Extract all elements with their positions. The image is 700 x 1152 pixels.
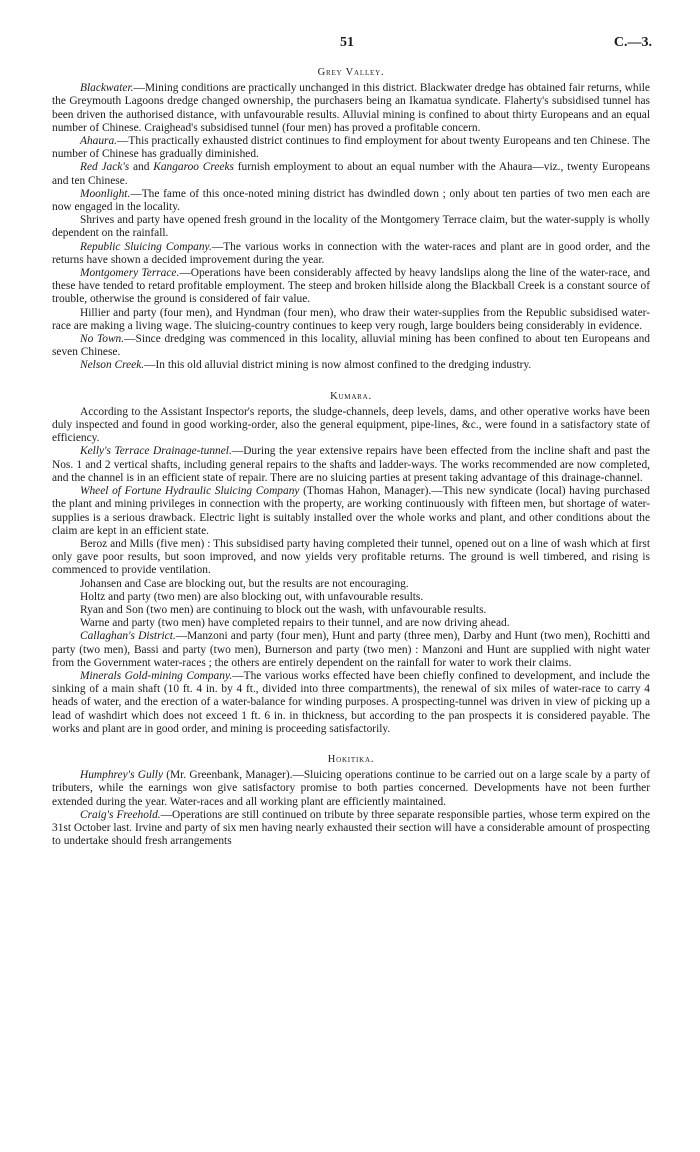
paragraph-text: —In this old alluvial district mining is now almost confined to the dredging industry. bbox=[144, 359, 532, 372]
paragraph bbox=[52, 809, 650, 849]
paragraph-title-second: Kangaroo Creeks bbox=[153, 161, 234, 174]
paragraph-text: —Mining conditions are practically unchanged in this district. Blackwater dredge has obtained fair returns, while the Greymouth Lagoons dredge changed ownership, the purchasers being an Ikamatua syndicate. Flaherty's subsidised tunnel has been driven the authorised distance, with unfavourable results. Alluvial mining is confined to about thirty Europeans and an equal number of Chinese. Craighead's subsidised tunnel (four men) has proved a profitable concern. bbox=[52, 82, 650, 134]
paragraph bbox=[52, 161, 650, 187]
paragraph-title: Humphrey's Gully bbox=[80, 769, 164, 782]
document-code: C.—3. bbox=[613, 35, 652, 50]
paragraph-title: Kelly's Terrace Drainage-tunnel. bbox=[80, 445, 232, 458]
paragraph-title: Blackwater. bbox=[80, 82, 134, 95]
paragraph-text: furnish employment to about an equal number with the Ahaura—viz., twenty Europeans and ten Chinese. bbox=[52, 161, 650, 187]
paragraph-text: Hillier and party (four men), and Hyndman (four men), who draw their water-supplies from the Republic subsidised water-race are making a living wage. The sluicing-country continues to keep very rough, large boulders being considerably in evidence. bbox=[52, 306, 650, 332]
paragraph-text: Beroz and Mills (five men) : This subsidised party having completed their tunnel, opened out on a line of wash which at first only gave poor results, but soon improved, and now yields very profitable returns. The ground is well timbered, and rising is commenced to provide ventilation. bbox=[52, 537, 650, 577]
paragraph bbox=[52, 333, 650, 359]
paragraph bbox=[52, 670, 650, 736]
paragraph-text: —Manzoni and party (four men), Hunt and party (three men), Darby and Hunt (two men), Rochitti and party (two men), Bassi and party (two men), Burnerson and party (two men) : Manzoni and Hunt are supplied with night water from the Government water-races ; the others are entirely dependent on the rainfall for water to work their claims. bbox=[52, 630, 650, 669]
page-number: 51 bbox=[340, 35, 354, 50]
paragraph-title: Montgomery Terrace. bbox=[80, 267, 180, 280]
paragraph-title: Ahaura. bbox=[80, 135, 118, 148]
paragraph bbox=[52, 445, 650, 485]
paragraph-title: Craig's Freehold. bbox=[80, 808, 161, 821]
page-header bbox=[0, 36, 700, 52]
paragraph-title: Nelson Creek. bbox=[80, 359, 145, 372]
paragraph-text: —This practically exhausted district continues to find employment for about twenty Europeans and ten Chinese. The number of Chinese has gradually diminished. bbox=[52, 135, 650, 161]
paragraph-text: Ryan and Son (two men) are continuing to block out the wash, with unfavourable results. bbox=[80, 603, 487, 616]
paragraph bbox=[52, 485, 650, 538]
paragraph-text: According to the Assistant Inspector's reports, the sludge-channels, deep levels, dams, and other operative works have been duly inspected and found in good working-order, also the general equipment, pipe-lines, &c., were found in a satisfactory state of efficiency. bbox=[52, 405, 650, 445]
paragraph bbox=[52, 267, 650, 307]
paragraph-text: (Mr. Greenbank, Manager).—Sluicing operations continue to be carried out on a large scale by a party of tributers, while the earnings won give satisfactory promise to both parties concerned. Developments have not been further extended during the year. Water-races and all working plant are efficiently maintained. bbox=[52, 769, 650, 808]
paragraph bbox=[52, 188, 650, 214]
paragraph-title: Red Jack's bbox=[80, 161, 130, 174]
paragraph-text: —Operations have been considerably affected by heavy landslips along the line of the water-race, and these have tended to retard profitable employment. The steep and broken hillside along the Blackball Creek is a constant source of trouble, otherwise the ground is considered of fair value. bbox=[52, 267, 650, 306]
paragraph bbox=[52, 241, 650, 267]
paragraph bbox=[52, 359, 650, 372]
paragraph-text: —Since dredging was commenced in this locality, alluvial mining has been confined to about ten Europeans and seven Chinese. bbox=[52, 333, 650, 359]
paragraph bbox=[52, 604, 650, 617]
paragraph bbox=[52, 307, 650, 333]
paragraph-text: —Operations are still continued on tribute by three separate responsible parties, whose term expired on the 31st October last. Irvine and party of six men having nearly exhausted their section will have a considerable amount of prospecting to undertake should fresh arrangements bbox=[52, 808, 650, 848]
paragraph bbox=[52, 214, 650, 240]
paragraph bbox=[52, 591, 650, 604]
paragraph-title: No Town. bbox=[80, 333, 125, 346]
paragraph-connector: and bbox=[129, 161, 154, 174]
paragraph-text: Johansen and Case are blocking out, but the results are not encouraging. bbox=[80, 577, 409, 590]
paragraph-title: Moonlight. bbox=[80, 187, 131, 200]
paragraph bbox=[52, 538, 650, 578]
section-heading-grey-valley: Grey Valley. bbox=[317, 67, 385, 78]
paragraph-text: —During the year extensive repairs have been effected from the incline shaft and past the Nos. 1 and 2 vertical shafts, including general repairs to the shafts and ladder-ways. The works recommended are now completed, and the channel is in an efficient state of repair. There are no sluicing parties at present taking advantage of this drainage-channel. bbox=[52, 445, 650, 484]
paragraph bbox=[52, 578, 650, 591]
paragraph bbox=[52, 82, 650, 135]
section-heading-hokitika: Hokitika. bbox=[327, 753, 375, 765]
paragraph-text: —The various works in connection with the water-races and plant are in good order, and the returns have shown a decided improvement during the year. bbox=[52, 240, 651, 266]
paragraph bbox=[52, 135, 650, 161]
paragraph-title: Republic Sluicing Company. bbox=[80, 240, 212, 253]
paragraph-text: (Thomas Hahon, Manager).—This new syndicate (local) having purchased the plant and mining privileges in connection with the property, are working continuously with fifteen men, but shortage of water-supplies is a serious drawback. Electric light is suitably installed over the whole works and plant, and other conditions about the claim are kept in an efficient state. bbox=[52, 485, 651, 537]
paragraph-title: Callaghan's District. bbox=[80, 630, 176, 643]
paragraph-title: Wheel of Fortune Hydraulic Sluicing Company bbox=[80, 485, 300, 498]
section-heading-kumara: Kumara. bbox=[330, 390, 372, 402]
paragraph-text: Holtz and party (two men) are also blocking out, with unfavourable results. bbox=[80, 590, 424, 603]
page-body bbox=[52, 66, 650, 848]
paragraph-text: —The various works effected have been chiefly confined to development, and include the sinking of a main shaft (10 ft. 4 in. by 4 ft., divided into three compartments), the renewal of six miles of water-race to carry 4 heads of water, and the erection of a water-balance for winding purposes. A prospecting-tunnel was driven in view of picking up a lead of washdirt which does not exceed 1 ft. 6 in. in thickness, but according to the pan prospects it is considered payable. The works and plant are in good order, and mining is proceeding satisfactorily. bbox=[52, 669, 650, 735]
paragraph bbox=[52, 769, 650, 809]
paragraph-text: Shrives and party have opened fresh ground in the locality of the Montgomery Terrace claim, but the water-supply is wholly dependent on the rainfall. bbox=[52, 214, 650, 240]
paragraph-title: Minerals Gold-mining Company. bbox=[80, 669, 233, 682]
paragraph bbox=[52, 617, 650, 630]
paragraph bbox=[52, 630, 650, 670]
paragraph bbox=[52, 406, 650, 446]
paragraph-text: Warne and party (two men) have completed repairs to their tunnel, and are now driving ahead. bbox=[80, 617, 510, 630]
paragraph-text: —The fame of this once-noted mining district has dwindled down ; only about ten parties of two men each are now engaged in the locality. bbox=[52, 187, 650, 214]
